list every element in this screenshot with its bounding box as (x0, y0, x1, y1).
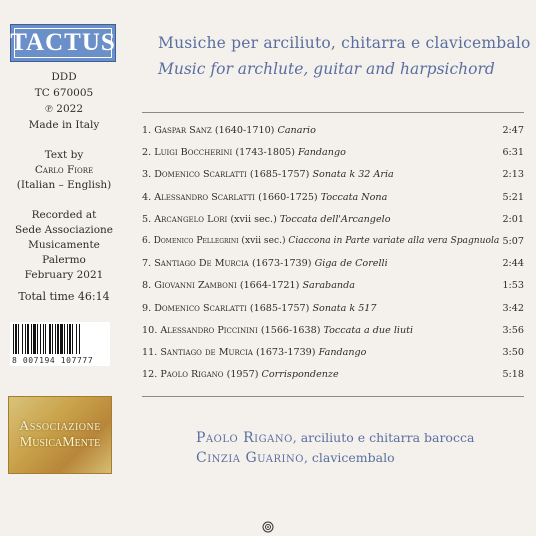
tactus-logo (10, 24, 116, 62)
track-row (142, 118, 524, 140)
track-work: Ciaccona in Parte variate alla vera Spagnuola (288, 235, 500, 246)
association-line2: MusicaMente (19, 435, 101, 450)
track-composer: Santiago de Murcia (160, 346, 253, 358)
track-work: Giga de Corelli (314, 258, 388, 270)
track-dates: (1673-1739) (251, 258, 312, 270)
catalog-number: TC 670005 (34, 87, 94, 99)
track-work: Fandango (318, 346, 367, 358)
track-row (142, 296, 524, 318)
track-row (142, 185, 524, 207)
track-dates: (1685-1757) (249, 169, 310, 181)
track-composer: Santiago De Murcia (154, 258, 249, 270)
recorded-line: Musicamente (28, 239, 100, 251)
association-line1: Associazione (19, 419, 101, 434)
track-number: 9. (142, 302, 152, 314)
track-work: Canario (277, 125, 316, 136)
track-list (142, 118, 524, 384)
track-duration: 2:13 (502, 169, 524, 181)
track-number: 10. (142, 324, 158, 336)
track-composer: Domenico Pellegrini (153, 235, 239, 246)
performer-name: Cinzia Guarino (196, 450, 304, 466)
track-duration: 2:47 (502, 125, 524, 136)
track-number: 8. (142, 280, 152, 292)
track-dates: (1566-1638) (260, 324, 321, 336)
performer-line (196, 450, 496, 466)
track-row (142, 273, 524, 295)
track-duration: 5:21 (502, 191, 524, 203)
recorded-line: Recorded at (31, 209, 97, 221)
track-number: 5. (142, 213, 152, 225)
performer-role: , clavicembalo (303, 450, 395, 465)
track-row (142, 251, 524, 273)
track-dates: (1685-1757) (249, 302, 310, 314)
made-in: Made in Italy (28, 119, 100, 131)
track-number: 6. (142, 235, 151, 246)
phonogram-year: ℗ 2022 (44, 103, 84, 115)
track-dates: (xvii sec.) (230, 213, 277, 225)
track-row (142, 229, 524, 251)
track-duration: 2:44 (502, 258, 524, 270)
track-number: 4. (142, 191, 152, 203)
track-dates: (1673-1739) (255, 346, 316, 358)
text-by-label: Text by (44, 149, 84, 161)
track-composer: Gaspar Sanz (154, 125, 212, 136)
logo-text: TACTUS (10, 29, 116, 56)
text-by-name: Carlo Fiore (34, 164, 94, 176)
performer-line (196, 430, 496, 446)
barcode (10, 322, 110, 366)
track-work: Sonata k 517 (312, 302, 377, 314)
title-italian: Musiche per arciliuto, chitarra e clavicembalo (158, 34, 531, 52)
track-number: 1. (142, 125, 152, 136)
track-number: 7. (142, 258, 152, 270)
track-dates: (1660-1725) (258, 191, 318, 203)
track-duration: 3:42 (502, 302, 524, 314)
track-row (142, 162, 524, 184)
track-composer: Giovanni Zamboni (154, 280, 237, 292)
track-number: 11. (142, 346, 158, 358)
track-work: Sonata k 32 Aria (312, 169, 394, 181)
track-duration: 1:53 (502, 280, 524, 292)
track-row (142, 318, 524, 340)
track-dates: (1640-1710) (214, 125, 275, 136)
performer-role: , arciliuto e chitarra barocca (292, 430, 475, 445)
track-composer: Alessandro Scarlatti (154, 191, 256, 203)
track-work: Toccata a due liuti (323, 324, 414, 336)
bottom-divider (142, 396, 524, 397)
track-composer: Arcangelo Lori (154, 213, 228, 225)
track-row (142, 340, 524, 362)
track-duration: 5:07 (502, 235, 524, 247)
track-work: Toccata dell'Arcangelo (279, 213, 391, 225)
track-number: 12. (142, 369, 158, 381)
track-row (142, 362, 524, 384)
association-logo (8, 396, 112, 474)
track-number: 3. (142, 169, 152, 181)
track-composer: Domenico Scarlatti (154, 169, 247, 181)
track-row (142, 207, 524, 229)
track-composer: Paolo Rigano (160, 369, 224, 381)
track-work: Fandango (298, 147, 346, 159)
track-number: 2. (142, 147, 152, 159)
track-dates: (1664-1721) (239, 280, 300, 292)
track-duration: 2:01 (502, 213, 524, 225)
barcode-bars (10, 322, 110, 356)
recorded-line: Palermo (42, 254, 86, 266)
track-composer: Luigi Boccherini (154, 147, 233, 159)
recorded-line: February 2021 (24, 269, 104, 281)
emblem-icon (262, 521, 274, 533)
track-dates: (1957) (226, 369, 259, 381)
text-languages: (Italian – English) (16, 179, 112, 191)
top-divider (142, 112, 524, 113)
track-duration: 5:18 (502, 369, 524, 381)
track-row (142, 140, 524, 162)
track-dates: (xvii sec.) (241, 235, 286, 246)
track-composer: Domenico Scarlatti (154, 302, 247, 314)
barcode-digits: 8 007194 107777 (12, 356, 94, 365)
track-work: Corrispondenze (261, 369, 339, 381)
track-duration: 3:56 (502, 324, 524, 336)
track-work: Sarabanda (302, 280, 355, 292)
track-duration: 3:50 (502, 346, 524, 358)
track-duration: 6:31 (502, 147, 524, 159)
track-work: Toccata Nona (320, 191, 388, 203)
format-label: DDD (51, 71, 77, 83)
left-column (0, 0, 128, 536)
track-dates: (1743-1805) (235, 147, 295, 159)
total-time: Total time 46:14 (18, 290, 110, 303)
track-composer: Alessandro Piccinini (160, 324, 258, 336)
recorded-line: Sede Associazione (14, 224, 114, 236)
performer-name: Paolo Rigano (196, 430, 293, 446)
title-english: Music for archlute, guitar and harpsichord (158, 60, 495, 78)
